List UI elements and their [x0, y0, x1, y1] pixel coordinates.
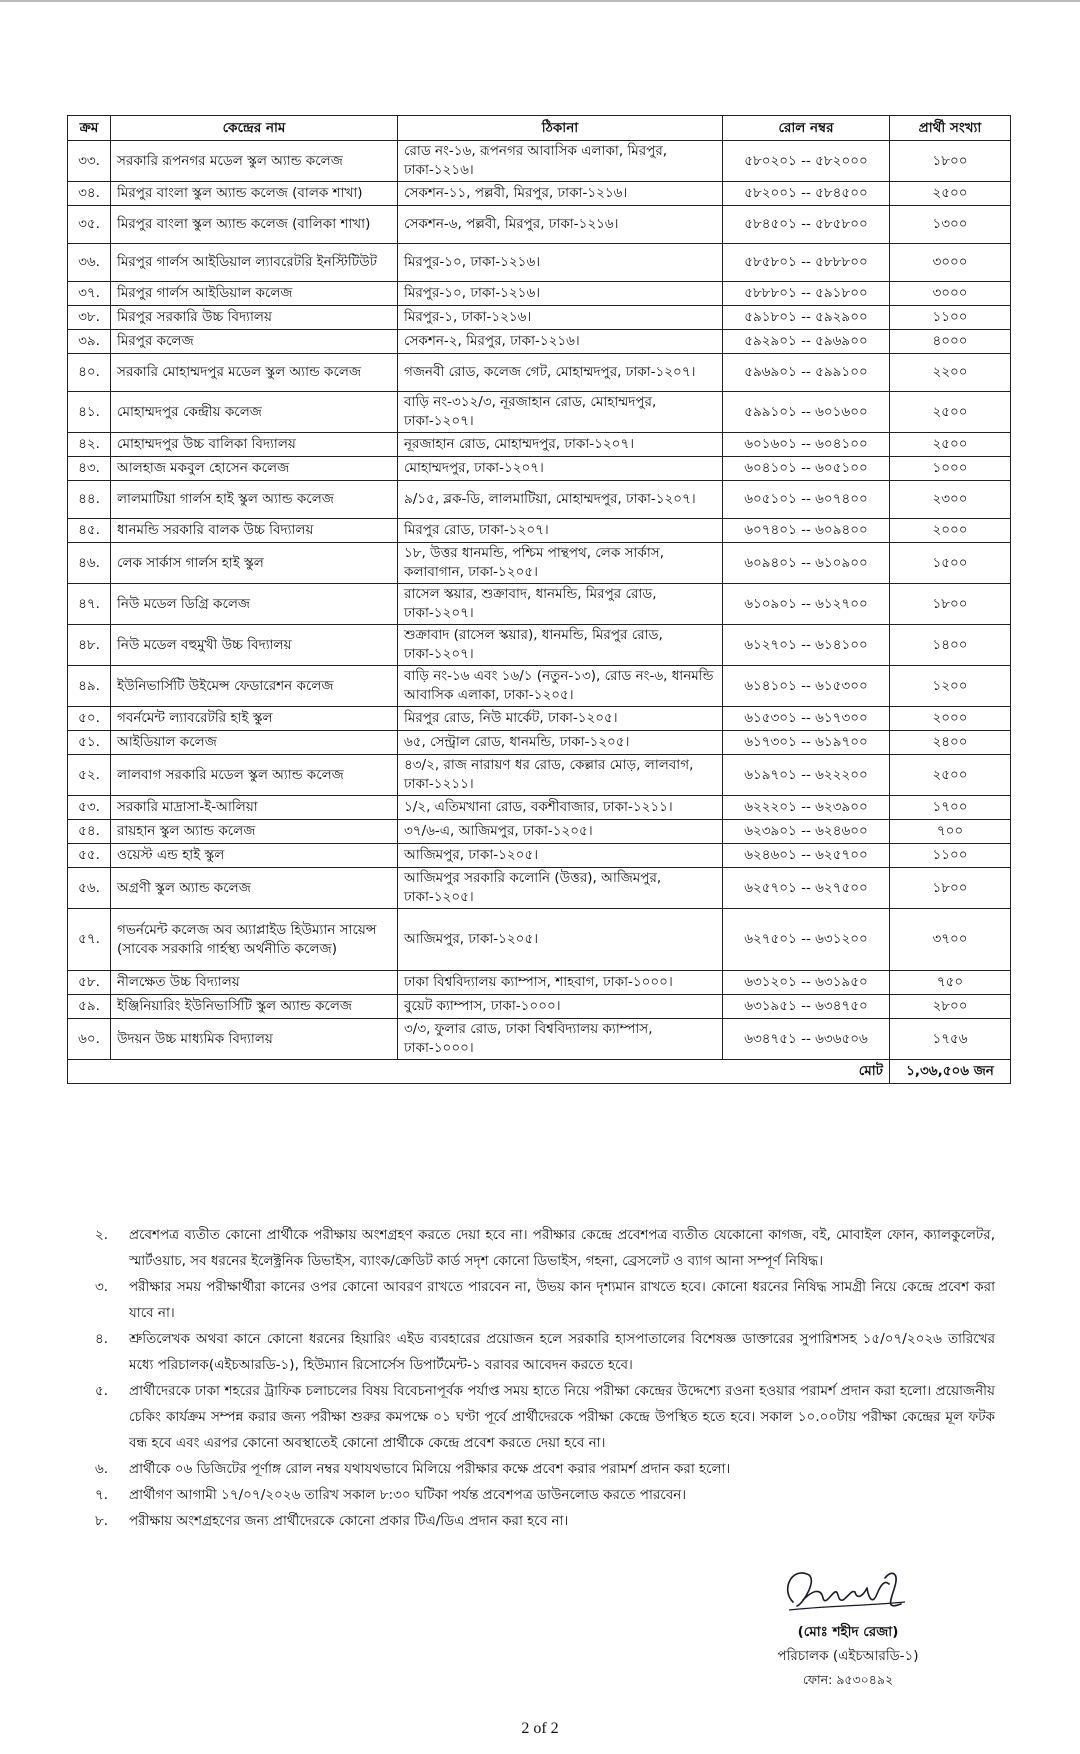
serial-cell: ৩৪.	[68, 182, 111, 206]
roll-range-cell: ৬৩১২০১ -- ৬৩১৯৫০	[723, 971, 890, 995]
centre-name-cell: উদয়ন উচ্চ মাধ্যমিক বিদ্যালয়	[111, 1019, 398, 1060]
table-row	[68, 433, 1011, 457]
centre-name-cell: লেক সার্কাস গার্লস হাই স্কুল	[111, 543, 398, 584]
serial-cell: ৫০.	[68, 707, 111, 731]
roll-range-cell: ৫৮২০০১ -- ৫৮৪৫০০	[723, 182, 890, 206]
table-row	[68, 731, 1011, 755]
header-serial: ক্রম	[68, 116, 111, 141]
table-row	[68, 796, 1011, 820]
centre-name-cell: আইডিয়াল কলেজ	[111, 731, 398, 755]
candidate-count-cell: ৭৫০	[890, 971, 1011, 995]
candidate-count-cell: ১০০০	[890, 457, 1011, 481]
candidate-count-cell: ১৮০০	[890, 141, 1011, 182]
roll-range-cell: ৬১৯৭০১ -- ৬২২২০০	[723, 755, 890, 796]
instruction-number: ৬.	[95, 1461, 109, 1477]
centre-name-cell: সরকারি মাদ্রাসা-ই-আলিয়া	[111, 796, 398, 820]
signature-icon	[773, 1560, 923, 1620]
address-cell: সেকশন-২, মিরপুর, ঢাকা-১২১৬।	[398, 330, 723, 354]
roll-range-cell: ৬২২২০১ -- ৬২৩৯০০	[723, 796, 890, 820]
centre-name-cell: ওয়েস্ট এন্ড হাই স্কুল	[111, 844, 398, 868]
centre-name-cell: নিউ মডেল ডিগ্রি কলেজ	[111, 584, 398, 625]
instructions-list	[95, 1222, 995, 1534]
serial-cell: ৫৫.	[68, 844, 111, 868]
roll-range-cell: ৫৮৪৫০১ -- ৫৮৫৮০০	[723, 206, 890, 244]
table-row	[68, 1019, 1011, 1060]
roll-range-cell: ৫৯২৯০১ -- ৫৯৬৯০০	[723, 330, 890, 354]
address-cell: শুক্রাবাদ (রাসেল স্কয়ার), ধানমন্ডি, মিরপুর রোড, ঢাকা-১২০৭।	[398, 625, 723, 666]
address-cell: সেকশন-৬, পল্লবী, মিরপুর, ঢাকা-১২১৬।	[398, 206, 723, 244]
table-row	[68, 820, 1011, 844]
centre-name-cell: মিরপুর গার্লস আইডিয়াল কলেজ	[111, 282, 398, 306]
instruction-number: ৮.	[95, 1513, 109, 1529]
address-cell: বাড়ি নং-৩১২/৩, নূরজাহান রোড, মোহাম্মদপুর, ঢাকা-১২০৭।	[398, 392, 723, 433]
table-row	[68, 141, 1011, 182]
serial-cell: ৬০.	[68, 1019, 111, 1060]
table-row	[68, 844, 1011, 868]
address-cell: সেকশন-১১, পল্লবী, মিরপুর, ঢাকা-১২১৬।	[398, 182, 723, 206]
serial-cell: ৩৭.	[68, 282, 111, 306]
serial-cell: ৫৯.	[68, 995, 111, 1019]
serial-cell: ৫৪.	[68, 820, 111, 844]
table-row	[68, 457, 1011, 481]
roll-range-cell: ৫৯৬৯০১ -- ৫৯৯১০০	[723, 354, 890, 392]
centre-name-cell: ইউনিভার্সিটি উইমেন্স ফেডারেশন কলেজ	[111, 666, 398, 707]
address-cell: আজিমপুর, ঢাকা-১২০৫।	[398, 844, 723, 868]
candidate-count-cell: ২৪০০	[890, 731, 1011, 755]
exam-centre-table	[67, 115, 1011, 1084]
instruction-number: ৪.	[95, 1331, 109, 1347]
serial-cell: ৩৩.	[68, 141, 111, 182]
address-cell: বাড়ি নং-১৬ এবং ১৬/১ (নতুন-১৩), রোড নং-৬, ধানমন্ডি আবাসিক এলাকা, ঢাকা-১২০৫।	[398, 666, 723, 707]
roll-range-cell: ৬২৫৭০১ -- ৬২৭৫০০	[723, 868, 890, 909]
candidate-count-cell: ২২০০	[890, 354, 1011, 392]
address-cell: ৯/১৫, ব্লক-ডি, লালমাটিয়া, মোহাম্মদপুর, ঢাকা-১২০৭।	[398, 481, 723, 519]
roll-range-cell: ৫৯৯১০১ -- ৬০১৬০০	[723, 392, 890, 433]
candidate-count-cell: ৩৭০০	[890, 909, 1011, 971]
candidate-count-cell: ২০০০	[890, 519, 1011, 543]
address-cell: ৬৫, সেন্ট্রাল রোড, ধানমন্ডি, ঢাকা-১২০৫।	[398, 731, 723, 755]
serial-cell: ৪৭.	[68, 584, 111, 625]
candidate-count-cell: ১৭৫৬	[890, 1019, 1011, 1060]
serial-cell: ৪৪.	[68, 481, 111, 519]
serial-cell: ৪৩.	[68, 457, 111, 481]
instruction-number: ২.	[95, 1227, 109, 1243]
table-row	[68, 392, 1011, 433]
total-value: ১,৩৬,৫০৬ জন	[890, 1060, 1011, 1084]
table-row	[68, 868, 1011, 909]
instruction-text: পরীক্ষার সময় পরীক্ষার্থীরা কানের ওপর কোনো আবরণ রাখতে পারবেন না, উভয় কান দৃশ্যমান রাখতে হবে। কোনো ধরনের নিষিদ্ধ সামগ্রী নিয়ে কেন্দ্রে প্রবেশ করা যাবে না।	[129, 1279, 995, 1321]
centre-name-cell: গবর্নমেন্ট ল্যাবরেটরি হাই স্কুল	[111, 707, 398, 731]
header-address: ঠিকানা	[398, 116, 723, 141]
top-border	[0, 0, 1080, 2]
table-row	[68, 282, 1011, 306]
address-cell: ৩/৩, ফুলার রোড, ঢাকা বিশ্ববিদ্যালয় ক্যাম্পাস, ঢাকা-১০০০।	[398, 1019, 723, 1060]
total-label: মোট	[68, 1060, 890, 1084]
table-body	[68, 141, 1011, 1060]
candidate-count-cell: ৩০০০	[890, 244, 1011, 282]
centre-name-cell: মিরপুর কলেজ	[111, 330, 398, 354]
roll-range-cell: ৬০৫১০১ -- ৬০৭৪০০	[723, 481, 890, 519]
roll-range-cell: ৬১৭৩০১ -- ৬১৯৭০০	[723, 731, 890, 755]
table-row	[68, 971, 1011, 995]
centre-name-cell: মোহাম্মদপুর উচ্চ বালিকা বিদ্যালয়	[111, 433, 398, 457]
candidate-count-cell: ১৩০০	[890, 206, 1011, 244]
instruction-item	[95, 1456, 995, 1482]
address-cell: ৩৭/৬-এ, আজিমপুর, ঢাকা-১২০৫।	[398, 820, 723, 844]
roll-range-cell: ৫৮০২০১ -- ৫৮২০০০	[723, 141, 890, 182]
candidate-count-cell: ২৫০০	[890, 182, 1011, 206]
serial-cell: ৫৭.	[68, 909, 111, 971]
address-cell: আজিমপুর সরকারি কলোনি (উত্তর), আজিমপুর, ঢাকা-১২০৫।	[398, 868, 723, 909]
roll-range-cell: ৬১০৯০১ -- ৬১২৭০০	[723, 584, 890, 625]
instruction-text: প্রার্থীদেরকে ঢাকা শহরের ট্রাফিক চলাচলের বিষয় বিবেচনাপূর্বক পর্যাপ্ত সময় হাতে নিয়ে পরীক্ষা কেন্দ্রের উদ্দেশ্যে রওনা হওয়ার পরামর্শ প্রদান করা হলো। প্রয়োজনীয় চেকিং কার্যক্রম সম্পন্ন করার জন্য পরীক্ষা শুরুর কমপক্ষে ০১ ঘণ্টা পূর্বে প্রার্থীদেরকে পরীক্ষা কেন্দ্রে উপস্থিত হতে হবে। সকাল ১০.০০টায় পরীক্ষা কেন্দ্রের মূল ফটক বন্ধ হবে এবং এরপর কোনো অবস্থাতেই কোনো প্রার্থীকে কেন্দ্রে প্রবেশ করতে দেয়া হবে না।	[129, 1383, 995, 1451]
roll-range-cell: ৬২৩৯০১ -- ৬২৪৬০০	[723, 820, 890, 844]
instruction-number: ৭.	[95, 1487, 109, 1503]
serial-cell: ৪২.	[68, 433, 111, 457]
table-row	[68, 584, 1011, 625]
address-cell: রোড নং-১৬, রূপনগর আবাসিক এলাকা, মিরপুর, ঢাকা-১২১৬।	[398, 141, 723, 182]
roll-range-cell: ৫৯১৮০১ -- ৫৯২৯০০	[723, 306, 890, 330]
candidate-count-cell: ২০০০	[890, 707, 1011, 731]
candidate-count-cell: ১১০০	[890, 306, 1011, 330]
candidate-count-cell: ২৫০০	[890, 433, 1011, 457]
centre-name-cell: মিরপুর সরকারি উচ্চ বিদ্যালয়	[111, 306, 398, 330]
instruction-item	[95, 1326, 995, 1378]
signature-block	[738, 1560, 958, 1692]
address-cell: মিরপুর-১০, ঢাকা-১২১৬।	[398, 244, 723, 282]
address-cell: মিরপুর রোড, ঢাকা-১২০৭।	[398, 519, 723, 543]
table-row	[68, 519, 1011, 543]
centre-name-cell: ধানমন্ডি সরকারি বালক উচ্চ বিদ্যালয়	[111, 519, 398, 543]
instruction-text: পরীক্ষায় অংশগ্রহণের জন্য প্রার্থীদেরকে কোনো প্রকার টিএ/ডিএ প্রদান করা হবে না।	[129, 1513, 569, 1529]
table-row	[68, 543, 1011, 584]
serial-cell: ৪৯.	[68, 666, 111, 707]
candidate-count-cell: ১২০০	[890, 666, 1011, 707]
instruction-text: শ্রুতিলেখক অথবা কানে কোনো ধরনের হিয়ারিং এইড ব্যবহারের প্রয়োজন হলে সরকারি হাসপাতালের বিশেষজ্ঞ ডাক্তারের সুপারিশসহ ১৫/০৭/২০২৬ তারিখের মধ্যে পরিচালক(এইচআরডি-১), হিউম্যান রিসোর্সেস ডিপার্টমেন্ট-১ বরাবর আবেদন করতে হবে।	[129, 1331, 995, 1373]
instruction-item	[95, 1482, 995, 1508]
table-row	[68, 244, 1011, 282]
candidate-count-cell: ১৭০০	[890, 796, 1011, 820]
candidate-count-cell: ৩০০০	[890, 282, 1011, 306]
candidate-count-cell: ৪০০০	[890, 330, 1011, 354]
table-row	[68, 306, 1011, 330]
table-row	[68, 182, 1011, 206]
centre-name-cell: নিউ মডেল বহুমুখী উচ্চ বিদ্যালয়	[111, 625, 398, 666]
centre-name-cell: গভর্নমেন্ট কলেজ অব অ্যাপ্লাইড হিউম্যান সায়েন্স (সাবেক সরকারি গার্হস্থ্য অর্থনীতি কলেজ)	[111, 909, 398, 971]
address-cell: ১৮, উত্তর ধানমন্ডি, পশ্চিম পান্থপথ, লেক সার্কাস, কলাবাগান, ঢাকা-১২০৫।	[398, 543, 723, 584]
address-cell: ঢাকা বিশ্ববিদ্যালয় ক্যাম্পাস, শাহবাগ, ঢাকা-১০০০।	[398, 971, 723, 995]
signatory-title: পরিচালক (এইচআরডি-১)	[777, 1648, 919, 1664]
centre-name-cell: নীলক্ষেত উচ্চ বিদ্যালয়	[111, 971, 398, 995]
address-cell: মোহাম্মদপুর, ঢাকা-১২০৭।	[398, 457, 723, 481]
total-row	[68, 1060, 1011, 1084]
centre-name-cell: ইঞ্জিনিয়ারিং ইউনিভার্সিটি স্কুল অ্যান্ড কলেজ	[111, 995, 398, 1019]
centre-name-cell: অগ্রণী স্কুল অ্যান্ড কলেজ	[111, 868, 398, 909]
page-number: 2 of 2	[521, 1720, 559, 1737]
serial-cell: ৫২.	[68, 755, 111, 796]
table-row	[68, 909, 1011, 971]
roll-range-cell: ৬৩৪৭৫১ -- ৬৩৬৫০৬	[723, 1019, 890, 1060]
table-row	[68, 755, 1011, 796]
candidate-count-cell: ৭০০	[890, 820, 1011, 844]
instruction-item	[95, 1378, 995, 1456]
table-row	[68, 354, 1011, 392]
candidate-count-cell: ১১০০	[890, 844, 1011, 868]
roll-range-cell: ৬৩১৯৫১ -- ৬৩৪৭৫০	[723, 995, 890, 1019]
header-roll-range: রোল নম্বর	[723, 116, 890, 141]
address-cell: মিরপুর রোড, নিউ মার্কেট, ঢাকা-১২০৫।	[398, 707, 723, 731]
serial-cell: ৩৮.	[68, 306, 111, 330]
candidate-count-cell: ২৫০০	[890, 392, 1011, 433]
serial-cell: ৩৫.	[68, 206, 111, 244]
serial-cell: ৪৫.	[68, 519, 111, 543]
table-row	[68, 707, 1011, 731]
instruction-text: প্রার্থীগণ আগামী ১৭/০৭/২০২৬ তারিখ সকাল ৮:৩০ ঘটিকা পর্যন্ত প্রবেশপত্র ডাউনলোড করতে পারবেন।	[129, 1487, 687, 1503]
serial-cell: ৫১.	[68, 731, 111, 755]
signatory-name: (মোঃ শহীদ রেজা)	[797, 1624, 899, 1640]
roll-range-cell: ৫৮৫৮০১ -- ৫৮৮৮০০	[723, 244, 890, 282]
table-row	[68, 995, 1011, 1019]
signatory-phone: ফোন: ৯৫৩০৪৯২	[802, 1672, 894, 1687]
centre-name-cell: লালমাটিয়া গার্লস হাই স্কুল অ্যান্ড কলেজ	[111, 481, 398, 519]
address-cell: আজিমপুর, ঢাকা-১২০৫।	[398, 909, 723, 971]
centre-name-cell: লালবাগ সরকারি মডেল স্কুল অ্যান্ড কলেজ	[111, 755, 398, 796]
serial-cell: ৪৮.	[68, 625, 111, 666]
table-row	[68, 666, 1011, 707]
instruction-item	[95, 1274, 995, 1326]
instruction-number: ৩.	[95, 1279, 109, 1295]
table-row	[68, 330, 1011, 354]
serial-cell: ৫৮.	[68, 971, 111, 995]
serial-cell: ৪৬.	[68, 543, 111, 584]
centre-name-cell: সরকারি রূপনগর মডেল স্কুল অ্যান্ড কলেজ	[111, 141, 398, 182]
roll-range-cell: ৬০৭৪০১ -- ৬০৯৪০০	[723, 519, 890, 543]
table-header-row	[68, 116, 1011, 141]
serial-cell: ৪০.	[68, 354, 111, 392]
serial-cell: ৫৩.	[68, 796, 111, 820]
centre-name-cell: মিরপুর বাংলা স্কুল অ্যান্ড কলেজ (বালিকা শাখা)	[111, 206, 398, 244]
instruction-item	[95, 1222, 995, 1274]
roll-range-cell: ৬১৫৩০১ -- ৬১৭৩০০	[723, 707, 890, 731]
roll-range-cell: ৬১২৭০১ -- ৬১৪১০০	[723, 625, 890, 666]
table-row	[68, 206, 1011, 244]
roll-range-cell: ৬২৭৫০১ -- ৬৩১২০০	[723, 909, 890, 971]
instruction-text: প্রবেশপত্র ব্যতীত কোনো প্রার্থীকে পরীক্ষায় অংশগ্রহণ করতে দেয়া হবে না। পরীক্ষার কেন্দ্রে প্রবেশপত্র ব্যতীত যেকোনো কাগজ, বই, মোবাইল ফোন, ক্যালকুলেটর, স্মার্টওয়াচ, সব ধরনের ইলেক্ট্রনিক ডিভাইস, ব্যাংক/ক্রেডিট কার্ড সদৃশ কোনো ডিভাইস, গহনা, ব্রেসলেট ও ব্যাগ আনা সম্পূর্ণ নিষিদ্ধ।	[129, 1227, 995, 1269]
roll-range-cell: ৬২৪৬০১ -- ৬২৫৭০০	[723, 844, 890, 868]
roll-range-cell: ৬১৪১০১ -- ৬১৫৩০০	[723, 666, 890, 707]
address-cell: মিরপুর-১০, ঢাকা-১২১৬।	[398, 282, 723, 306]
roll-range-cell: ৫৮৮৮০১ -- ৫৯১৮০০	[723, 282, 890, 306]
serial-cell: ৩৯.	[68, 330, 111, 354]
instruction-number: ৫.	[95, 1383, 109, 1399]
candidate-count-cell: ১৫০০	[890, 543, 1011, 584]
address-cell: মিরপুর-১, ঢাকা-১২১৬।	[398, 306, 723, 330]
table-row	[68, 481, 1011, 519]
address-cell: ৪৩/২, রাজ নারায়ণ ধর রোড, কেল্লার মোড়, লালবাগ, ঢাকা-১২১১।	[398, 755, 723, 796]
header-centre-name: কেন্দ্রের নাম	[111, 116, 398, 141]
instruction-text: প্রার্থীকে ০৬ ডিজিটের পূর্ণাঙ্গ রোল নম্বর যথাযথভাবে মিলিয়ে পরীক্ষার কক্ষে প্রবেশ করার পরামর্শ প্রদান করা হলো।	[129, 1461, 731, 1477]
header-candidate-count: প্রার্থী সংখ্যা	[890, 116, 1011, 141]
table-row	[68, 625, 1011, 666]
candidate-count-cell: ২৫০০	[890, 755, 1011, 796]
centre-name-cell: সরকারি মোহাম্মদপুর মডেল স্কুল অ্যান্ড কলেজ	[111, 354, 398, 392]
address-cell: গজনবী রোড, কলেজ গেট, মোহাম্মদপুর, ঢাকা-১২০৭।	[398, 354, 723, 392]
centre-name-cell: আলহাজ মকবুল হোসেন কলেজ	[111, 457, 398, 481]
candidate-count-cell: ১৪০০	[890, 625, 1011, 666]
roll-range-cell: ৬০১৬০১ -- ৬০৪১০০	[723, 433, 890, 457]
address-cell: নূরজাহান রোড, মোহাম্মদপুর, ঢাকা-১২০৭।	[398, 433, 723, 457]
address-cell: রাসেল স্কয়ার, শুক্রাবাদ, ধানমন্ডি, মিরপুর রোড, ঢাকা-১২০৭।	[398, 584, 723, 625]
address-cell: ১/২, এতিমখানা রোড, বকশীবাজার, ঢাকা-১২১১।	[398, 796, 723, 820]
serial-cell: ৩৬.	[68, 244, 111, 282]
candidate-count-cell: ২৩০০	[890, 481, 1011, 519]
candidate-count-cell: ১৮০০	[890, 868, 1011, 909]
centre-name-cell: মিরপুর বাংলা স্কুল অ্যান্ড কলেজ (বালক শাখা)	[111, 182, 398, 206]
centre-name-cell: রায়হান স্কুল অ্যান্ড কলেজ	[111, 820, 398, 844]
instruction-item	[95, 1508, 995, 1534]
centre-name-cell: মোহাম্মদপুর কেন্দ্রীয় কলেজ	[111, 392, 398, 433]
serial-cell: ৫৬.	[68, 868, 111, 909]
serial-cell: ৪১.	[68, 392, 111, 433]
address-cell: বুয়েট ক্যাম্পাস, ঢাকা-১০০০।	[398, 995, 723, 1019]
candidate-count-cell: ২৮০০	[890, 995, 1011, 1019]
candidate-count-cell: ১৮০০	[890, 584, 1011, 625]
roll-range-cell: ৬০৯৪০১ -- ৬১০৯০০	[723, 543, 890, 584]
centre-name-cell: মিরপুর গার্লস আইডিয়াল ল্যাবরেটরি ইনস্টিটিউট	[111, 244, 398, 282]
roll-range-cell: ৬০৪১০১ -- ৬০৫১০০	[723, 457, 890, 481]
